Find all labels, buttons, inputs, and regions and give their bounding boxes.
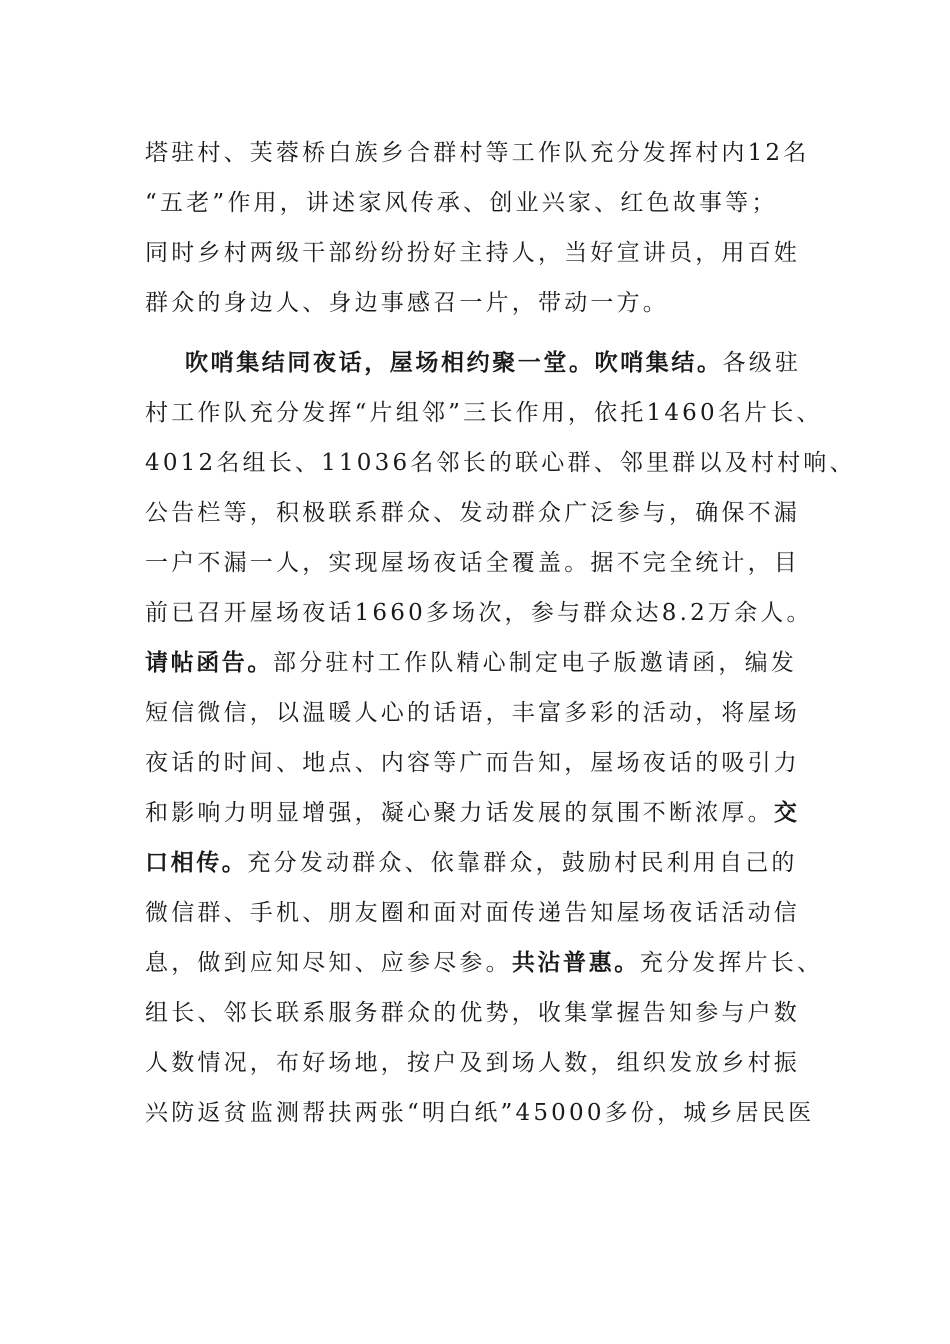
para2-heading: 吹哨集结同夜话，屋场相约聚一堂。 [185, 350, 595, 376]
para2-line-11 [145, 843, 845, 883]
para1-line-4: 群众的身边人、身边事感召一片，带动一方。 [145, 290, 669, 316]
para2-line-1 [185, 343, 885, 383]
sub2-title: 请帖函告。 [145, 650, 273, 676]
sub3-last: 息，做到应知尽知、应参尽参。 [145, 950, 512, 976]
para2-line-4: 公告栏等，积极联系群众、发动群众广泛参与，确保不漏 [145, 500, 800, 526]
para2-line-6: 前已召开屋场夜话1660多场次，参与群众达8.2万余人。 [145, 600, 813, 626]
para2-line-12: 微信群、手机、朋友圈和面对面传递告知屋场夜话活动信 [145, 900, 800, 926]
para1-line-1: 塔驻村、芙蓉桥白族乡合群村等工作队充分发挥村内12名 [145, 140, 810, 166]
para2-line-15: 人数情况，布好场地，按户及到场人数，组织发放乡村振 [145, 1050, 800, 1076]
para1-line-2: “五老”作用，讲述家风传承、创业兴家、红色故事等； [145, 190, 778, 216]
para2-line-13 [145, 943, 845, 983]
para2-line-10 [145, 793, 845, 833]
sub1-title: 吹哨集结。 [594, 350, 723, 376]
sub3-title-part1: 交 [773, 800, 800, 826]
sub4-line-1-rest: 充分发挥片长、 [639, 950, 824, 976]
sub3-line-1-rest: 充分发动群众、依靠群众，鼓励村民利用自己的 [247, 850, 798, 876]
sub3-title-part2: 口相传。 [145, 850, 248, 876]
sub2-last: 和影响力明显增强，凝心聚力话发展的氛围不断浓厚。 [145, 800, 774, 826]
para2-line-9: 夜话的时间、地点、内容等广而告知，屋场夜话的吸引力 [145, 750, 800, 776]
para2-line-7 [145, 643, 845, 683]
para2-line-1-rest: 各级驻 [722, 350, 802, 376]
para2-line-8: 短信微信，以温暖人心的话语，丰富多彩的活动，将屋场 [145, 700, 800, 726]
para2-line-16: 兴防返贫监测帮扶两张“明白纸”45000多份，城乡居民医 [145, 1100, 815, 1126]
para2-line-2: 村工作队充分发挥“片组邻”三长作用，依托1460名片长、 [145, 400, 823, 426]
para1-line-3: 同时乡村两级干部纷纷扮好主持人，当好宣讲员，用百姓 [145, 240, 800, 266]
sub2-line-1-rest: 部分驻村工作队精心制定电子版邀请函，编发 [273, 650, 797, 676]
para2-line-14: 组长、邻长联系服务群众的优势，收集掌握告知参与户数 [145, 1000, 800, 1026]
sub4-title: 共沾普惠。 [511, 950, 640, 976]
para2-line-5: 一户不漏一人，实现屋场夜话全覆盖。据不完全统计，目 [145, 550, 800, 576]
para2-line-3: 4012名组长、11036名邻长的联心群、邻里群以及村村响、 [145, 450, 856, 476]
